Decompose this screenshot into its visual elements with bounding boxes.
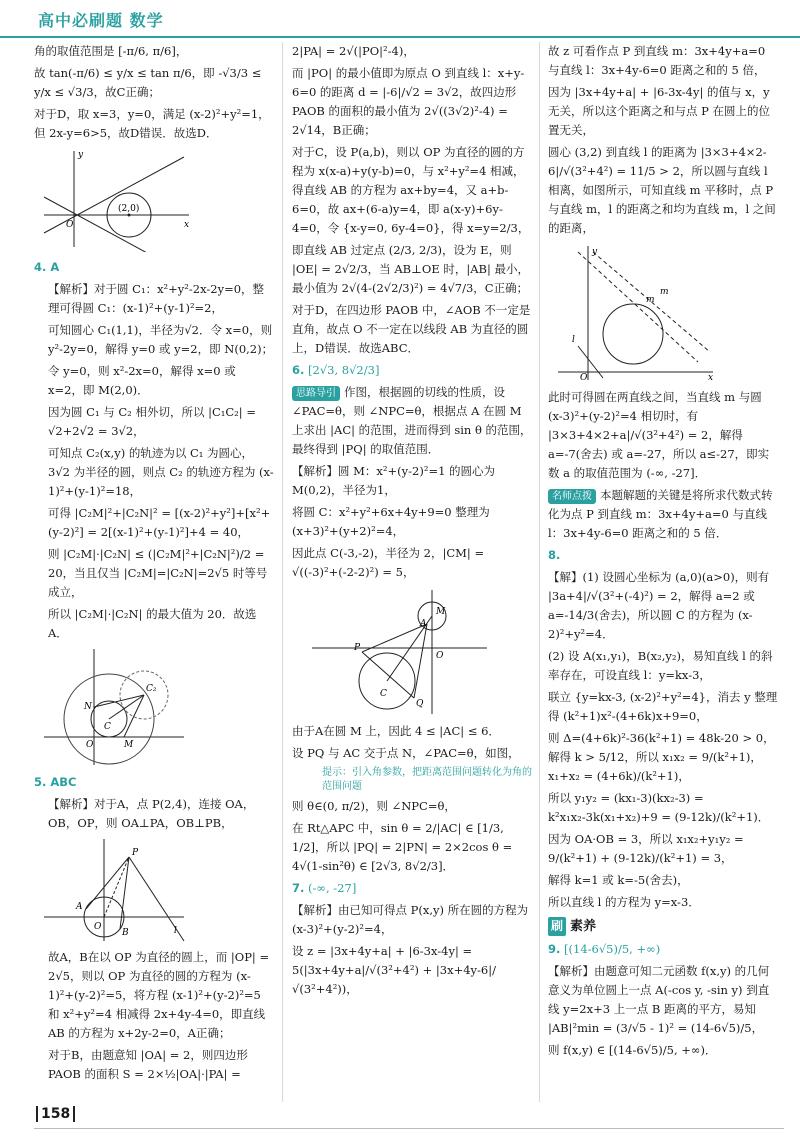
text-line: 设 z = |3x+4y+a| + |6-3x-4y| = 5(|3x+4y+a|/√(3²+4²) + |3x+4y-6|/√(3²+4²))， [292, 944, 496, 996]
text-line: 对于C，设 P(a,b)，则以 OP 为直径的圆的方程为 x(x-a)+y(y-b)=0，与 x²+y²=4 相减，得直线 AB 的方程为 ax+by=4，又 a+b-6=0，故 ax+(6-a)y=4，即 a(x-y)+6y-4=0，令 {x-y=0, 6y-4=0}，得 x=y=2/3， [292, 145, 530, 235]
two-circles-figure [34, 647, 194, 767]
text-line: 将圆 C：x²+y²+6x+4y+9=0 整理为 (x+3)²+(y+2)²=4， [292, 505, 490, 538]
text-line: 可知圆心 C₁(1,1)，半径为√2．令 x=0，则 y²-2y=0，解得 y=0 或 y=2，即 N(0,2)； [48, 323, 274, 356]
svg-text:l: l [174, 926, 177, 936]
page-header [0, 0, 800, 38]
section-heading [548, 917, 596, 936]
svg-text:O: O [580, 373, 588, 382]
circles-tangent-figure [292, 586, 492, 716]
text-line: 因此点 C(-3,-2)，半径为 2，|CM| = √((-3)²+(-2-2)²) = 5， [292, 546, 485, 579]
svg-text:M: M [436, 607, 446, 617]
text-line: 所以 y₁y₂ = (kx₁-3)(kx₂-3) = k²x₁x₂-3k(x₁+x₂)+9 = (9-12k)/(k²+1)． [548, 791, 770, 824]
answer: (-∞, -27] [308, 881, 357, 895]
svg-text:A: A [420, 619, 427, 629]
question-number: 8. [548, 548, 561, 562]
text-line: 即直线 AB 过定点 (2/3, 2/3)，设为 E，则 |OE| = 2√2/3，当 AB⊥OE 时，|AB| 最小，最小值为 2√(4-(2√2/3)²) = 4√7/3，C正确； [292, 243, 530, 295]
svg-text:C: C [104, 722, 111, 732]
section-label: 素养 [570, 919, 597, 934]
svg-text:P: P [354, 643, 361, 653]
svg-text:B: B [122, 928, 129, 938]
text-line: 则 Δ=(4+6k)²-36(k²+1) = 48k-20 > 0，解得 k > 5/12，所以 x₁x₂ = 9/(k²+1)，x₁+x₂ = (4+6k)/(k²+1)， [548, 731, 775, 783]
text-line: 【解析】由已知可得点 P(x,y) 所在圆的方程为 (x-3)²+(y-2)²=4， [292, 903, 529, 936]
section-box: 刷 [548, 917, 566, 936]
hint-badge: 思路导引 [292, 386, 340, 401]
svg-text:A: A [76, 902, 83, 912]
column-divider [282, 42, 283, 1102]
column-3 [548, 42, 780, 1063]
text-line: 故A，B在以 OP 为直径的圆上，而 |OP| = 2√5，则以 OP 为直径的圆的方程为 (x-1)²+(y-2)²=5，将方程 (x-1)²+(y-2)²=5 和 x²+y²=4 相减得 2x+4y-4=0，即直线 AB 的方程为 x+2y-2=0，A正确； [48, 950, 270, 1040]
text-line: 则 θ∈(0, π/2)，则 ∠NPC=θ， [292, 799, 456, 813]
text-line: 本题解题的关键是将所求代数式转化为点 P 到直线 m：3x+4y+a=0 与直线 l：3x+4y-6=0 距离之和的 5 倍． [548, 488, 773, 540]
svg-text:Q: Q [416, 699, 424, 709]
text-line: 所以 |C₂M|·|C₂N| 的最大值为 20．故选A． [48, 607, 257, 640]
text-line: (2) 设 A(x₁,y₁)，B(x₂,y₂)，易知直线 l 的斜率存在，可设直线 l：y=kx-3， [548, 649, 773, 682]
text-line: 【解】(1) 设圆心坐标为 (a,0)(a>0)，则有 |3a+4|/√(3²+(-4)²) = 2，解得 a=2 或 a=-14/3(舍去)，所以圆 C 的方程为 (x-2)²+y²=4． [548, 570, 770, 641]
svg-text:C₂: C₂ [146, 684, 157, 694]
question-number: 5. ABC [34, 775, 77, 789]
text-line: 对于D，在四边形 PAOB 中，∠AOB 不一定是直角，故点 O 不一定在以线段 AB 为直径的圆上，D错误．故选ABC． [292, 303, 531, 355]
text-line: 因为 OA·OB = 3，所以 x₁x₂+y₁y₂ = 9/(k²+1) + (9-12k)/(k²+1) = 3， [548, 832, 744, 865]
svg-text:N: N [84, 702, 92, 712]
text-line: 此时可得圆在两直线之间，当直线 m 与圆 (x-3)²+(y-2)²=4 相切时，有 |3×3+4×2+a|/√(3²+4²) = 2，解得 a=-7(舍去) 或 a=-27，所以 a≤-27，即实数 a 的取值范围为 (-∞, -27]． [548, 390, 770, 480]
text-line: 作图，根据圆的切线的性质，设 ∠PAC=θ，则 ∠NPC=θ，根据点 A 在圆 M 上求出 |AC| 的范围，进而得到 sin θ 的范围，最终得到 |PQ| 的取值范围． [292, 385, 532, 456]
text-line: 【解析】由题意可知二元函数 f(x,y) 的几何意义为单位圆上一点 A(-cos y, -sin y) 到直线 y=2x+3 上一点 B 距离的平方，易知 |AB|²min = (3/√5 - 1)² = (14-6√5)/5， [548, 964, 770, 1035]
tip-note: 提示：引入角参数，把距离范围问题转化为角的范围问题 [322, 767, 532, 792]
text-line: 圆心 (3,2) 到直线 l 的距离为 |3×3+4×2-6|/√(3²+4²) = 11/5 > 2，所以圆与直线 l 相离，如图所示，可知直线 m 平移时，点 P 与直线 m，l 的距离之和均为直线 m，l 之间的距离， [548, 145, 776, 235]
tangent-point-figure [34, 837, 194, 942]
book-title: 高中必刷题 数学 [38, 11, 164, 30]
svg-text:O: O [66, 220, 74, 230]
text-line: 因为 |3x+4y+a| + |6-3x-4y| 的值与 x，y 无关，所以这个距离之和与点 P 在圆上的位置无关， [548, 85, 771, 137]
text-line: 2|PA| = 2√(|PO|²-4)， [292, 44, 415, 58]
column-1 [34, 42, 274, 1087]
text-line: 而 |PO| 的最小值即为原点 O 到直线 l：x+y-6=0 的距离 d = |-6|/√2 = 3√2，故四边形 PAOB 的面积的最小值为 2√((3√2)²-4) = 2√14，B正确； [292, 66, 525, 137]
svg-text:C: C [380, 689, 387, 699]
text-line: 因为圆 C₁ 与 C₂ 相外切，所以 |C₁C₂| = √2+2√2 = 3√2， [48, 405, 256, 438]
text-line: 角的取值范围是 [-π/6, π/6]， [34, 44, 188, 58]
text-line: 在 Rt△APC 中，sin θ = 2/|AC| ∈ [1/3, 1/2]，所以 |PQ| = 2|PN| = 2×2cos θ = 4√(1-sin²θ) ∈ [2√3, 8√2/3]． [292, 821, 513, 873]
text-line: 故 z 可看作点 P 到直线 m：3x+4y+a=0 与直线 l：3x+4y-6=0 距离之和的 5 倍， [548, 44, 766, 77]
column-divider [539, 42, 540, 1102]
text-line: 对于B，由题意知 |OA| = 2，则四边形 PAOB 的面积 S = 2×½|OA|·|PA| = [48, 1048, 248, 1081]
text-line: 【解析】圆 M：x²+(y-2)²=1 的圆心为 M(0,2)，半径为1， [292, 464, 496, 497]
text-line: 设 PQ 与 AC 交于点 N，∠PAC=θ，如图， [292, 746, 520, 760]
svg-text:x: x [184, 220, 190, 230]
text-line: 则 |C₂M|·|C₂N| ≤ (|C₂M|²+|C₂N|²)/2 = 20，当且仅当 |C₂M|=|C₂N|=2√5 时等号成立， [48, 547, 268, 599]
text-line: 可得 |C₂M|²+|C₂N|² = [(x-2)²+y²]+[x²+(y-2)²] = 2[(x-1)²+(y-1)²]+4 = 40， [48, 506, 271, 539]
text-line: 所以直线 l 的方程为 y=x-3． [548, 895, 700, 909]
svg-text:M: M [124, 740, 134, 750]
svg-text:x: x [708, 373, 714, 382]
answer: [(14-6√5)/5, +∞) [564, 942, 661, 956]
text-line: 【解析】对于A，点 P(2,4)，连接 OA，OB，OP，则 OA⊥PA，OB⊥PB， [48, 797, 255, 830]
answer: [2√3, 8√2/3] [308, 363, 380, 377]
text-line: 【解析】对于圆 C₁：x²+y²-2x-2y=0，整理可得圆 C₁：(x-1)²+(y-1)²=2， [48, 282, 265, 315]
center-label: (2,0) [118, 204, 140, 214]
question-number: 6. [292, 363, 305, 377]
text-line: 联立 {y=kx-3, (x-2)²+y²=4}，消去 y 整理得 (k²+1)x²-(4+6k)x+9=0， [548, 690, 778, 723]
question-number: 7. [292, 881, 305, 895]
teacher-badge: 名师点拨 [548, 489, 596, 504]
tangent-lines-figure [34, 147, 194, 252]
svg-text:O: O [94, 922, 102, 932]
svg-text:l: l [572, 335, 575, 345]
question-number: 4. A [34, 260, 60, 274]
text-line: 可知点 C₂(x,y) 的轨迹为以 C₁ 为圆心，3√2 为半径的圆，则点 C₂ 的轨迹方程为 (x-1)²+(y-1)²=18， [48, 446, 274, 498]
text-line: 对于D，取 x=3，y=0，满足 (x-2)²+y²=1，但 2x-y=6>5，故D错误．故选D． [34, 107, 270, 140]
svg-text:m: m [646, 295, 655, 305]
footer-rule [34, 1128, 784, 1129]
column-2 [292, 42, 532, 1002]
text-line: 令 y=0，则 x²-2x=0，解得 x=0 或 x=2，即 M(2,0)． [48, 364, 236, 397]
svg-text:O: O [436, 651, 444, 661]
svg-text:P: P [132, 848, 139, 858]
question-number: 9. [548, 942, 561, 956]
text-line: 解得 k=1 或 k=-5(舍去)， [548, 873, 689, 887]
svg-text:O: O [86, 740, 94, 750]
text-line: 由于A在圆 M 上，因此 4 ≤ |AC| ≤ 6． [292, 724, 500, 738]
page-number: 158 [36, 1106, 75, 1122]
text-line: 故 tan(-π/6) ≤ y/x ≤ tan π/6，即 -√3/3 ≤ y/x ≤ √3/3，故C正确； [34, 66, 262, 99]
header-rule [0, 36, 800, 38]
svg-text:m: m [660, 287, 669, 297]
svg-text:y: y [78, 150, 84, 160]
svg-text:y: y [592, 247, 598, 257]
parallel-lines-figure [548, 242, 718, 382]
text-line: 则 f(x,y) ∈ [(14-6√5)/5, +∞)． [548, 1043, 717, 1057]
